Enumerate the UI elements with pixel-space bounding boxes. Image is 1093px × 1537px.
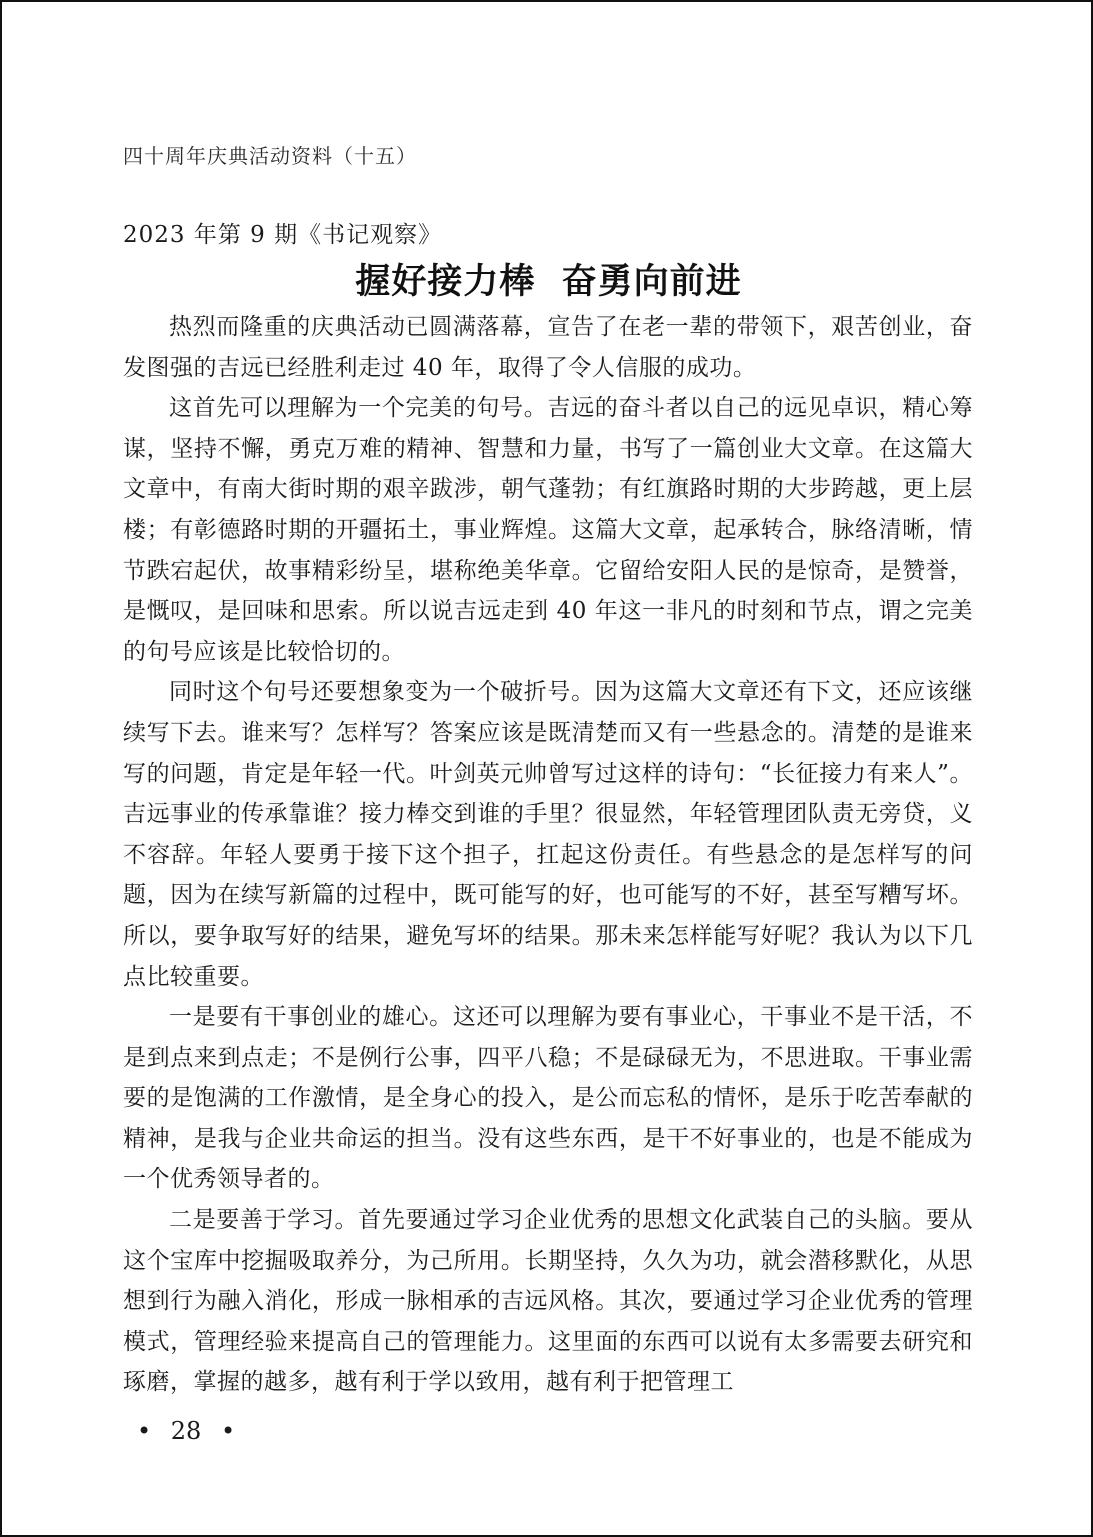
- paragraph: 一是要有干事创业的雄心。这还可以理解为要有事业心，干事业不是干活，不是到点来到点走；不是例行公事，四平八稳；不是碌碌无为，不思进取。干事业需要的是饱满的工作激情，是全身心的投入，是公而忘私的情怀，是乐于吃苦奉献的精神，是我与企业共命运的担当。没有这些东西，是干不好事业的，也是不能成为一个优秀领导者的。: [123, 1004, 973, 1193]
- paragraph: 二是要善于学习。首先要通过学习企业优秀的思想文化武装自己的头脑。要从这个宝库中挖掘吸取养分，为己所用。长期坚持，久久为功，就会潜移默化，从思想到行为融入消化，形成一脉相承的吉远风格。其次，要通过学习企业优秀的管理模式，管理经验来提高自己的管理能力。这里面的东西可以说有太多需要去研究和琢磨，掌握的越多，越有利于学以致用，越有利于把管理工: [123, 1207, 973, 1396]
- paragraph: 同时这个句号还要想象变为一个破折号。因为这篇大文章还有下文，还应该继续写下去。谁来写？怎样写？答案应该是既清楚而又有一些悬念的。清楚的是谁来写的问题，肯定是年轻一代。叶剑英元帅曾写过这样的诗句：“长征接力有来人”。吉远事业的传承靠谁？接力棒交到谁的手里？很显然，年轻管理团队责无旁贷，义不容辞。年轻人要勇于接下这个担子，扛起这份责任。有些悬念的是怎样写的问题，因为在续写新篇的过程中，既可能写的好，也可能写的不好，甚至写糟写坏。所以，要争取写好的结果，避免写坏的结果。那未来怎样能写好呢？我认为以下几点比较重要。: [123, 679, 973, 990]
- paragraph: 这首先可以理解为一个完美的句号。吉远的奋斗者以自己的远见卓识，精心筹谋，坚持不懈，勇克万难的精神、智慧和力量，书写了一篇创业大文章。在这篇大文章中，有南大街时期的艰辛跋涉，朝气蓬勃；有红旗路时期的大步跨越，更上层楼；有彰德路时期的开疆拓土，事业辉煌。这篇大文章，起承转合，脉络清晰，情节跌宕起伏，故事精彩纷呈，堪称绝美华章。它留给安阳人民的是惊奇，是赞誉，是慨叹，是回味和思索。所以说吉远走到 40 年这一非凡的时刻和节点，谓之完美的句号应该是比较恰切的。: [123, 395, 973, 665]
- article-title: 握好接力棒 奋勇向前进: [355, 261, 742, 302]
- paragraph: 热烈而隆重的庆典活动已圆满落幕，宣告了在老一辈的带领下，艰苦创业，奋发图强的吉远已经胜利走过 40 年，取得了令人信服的成功。: [123, 314, 973, 381]
- page-number: • 28 •: [137, 1417, 236, 1445]
- running-header: 四十周年庆典活动资料（十五）: [123, 144, 417, 168]
- article-body: [123, 307, 973, 1403]
- issue-line: 2023 年第 9 期《书记观察》: [123, 222, 443, 248]
